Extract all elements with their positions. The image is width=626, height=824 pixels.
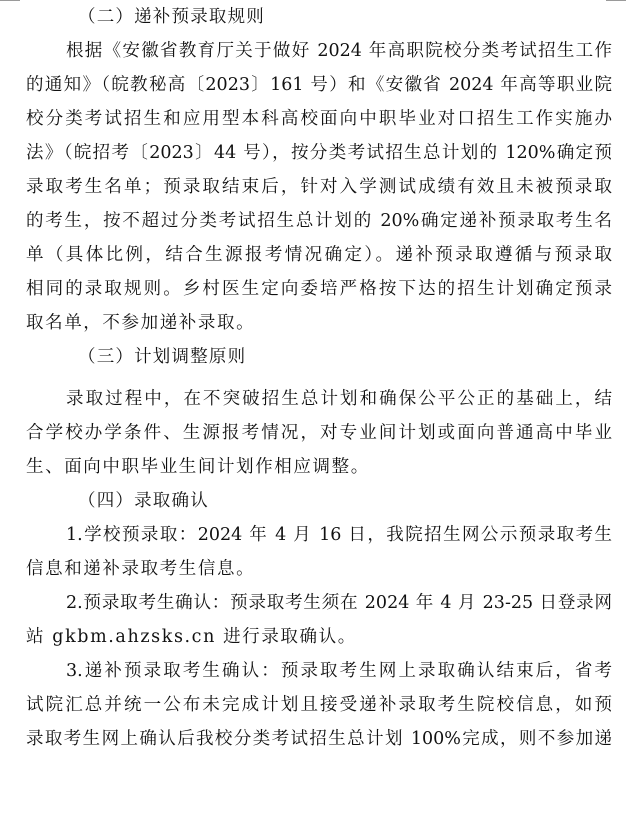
page-corner-mark-left xyxy=(0,0,20,1)
text-line: 合学校办学条件、生源报考情况，对专业间计划或面向普通高中毕业 xyxy=(26,423,612,443)
spacer xyxy=(26,374,612,382)
paragraph-school-pre-admission xyxy=(26,518,612,586)
text-line: 2.预录取考生确认：预录取考生须在 2024 年 4 月 23-25 日登录网 xyxy=(66,593,612,613)
text-line: 1.学校预录取：2024 年 4 月 16 日，我院招生网公示预录取考生 xyxy=(66,525,612,545)
text-line: 的通知》（皖教秘高〔2023〕161 号）和《安徽省 2024 年高等职业院 xyxy=(26,75,612,95)
text-line: 试院汇总并统一公布未完成计划且接受递补录取考生院校信息，如预 xyxy=(26,695,612,715)
paragraph-candidate-confirmation xyxy=(26,586,612,654)
text-line: 相同的录取规则。乡村医生定向委培严格按下达的招生计划确定预录 xyxy=(26,279,612,299)
text-line: 录取考生名单；预录取结束后，针对入学测试成绩有效且未被预录取 xyxy=(26,177,612,197)
section-heading-2: （二）递补预录取规则 xyxy=(78,7,265,27)
section-heading-4: （四）录取确认 xyxy=(78,491,209,511)
paragraph-admission-rules xyxy=(26,34,612,340)
text-line: 根据《安徽省教育厅关于做好 2024 年高职院校分类考试招生工作 xyxy=(66,41,612,61)
text-line: 录取过程中，在不突破招生总计划和确保公平公正的基础上，结 xyxy=(66,389,612,409)
text-line: 法》（皖招考〔2023〕44 号），按分类考试招生总计划的 120%确定预 xyxy=(26,143,612,163)
text-line: 取名单，不参加递补录取。 xyxy=(26,313,256,333)
text-line: 单（具体比例，结合生源报考情况确定）。递补预录取遵循与预录取 xyxy=(26,245,612,265)
text-line: 校分类考试招生和应用型本科高校面向中职毕业对口招生工作实施办 xyxy=(26,109,612,129)
document-body xyxy=(26,0,612,756)
text-line: 的考生，按不超过分类考试招生总计划的 20%确定递补预录取考生名 xyxy=(26,211,612,231)
section-heading-3: （三）计划调整原则 xyxy=(78,347,247,367)
text-line: 信息和递补录取考生信息。 xyxy=(26,559,256,579)
text-line: 生、面向中职毕业生间计划作相应调整。 xyxy=(26,457,370,477)
paragraph-plan-adjustment xyxy=(26,382,612,484)
text-line: 录取考生网上确认后我校分类考试招生总计划 100%完成，则不参加递 xyxy=(26,729,612,749)
paragraph-supplementary-confirmation xyxy=(26,654,612,756)
text-line: 站 gkbm.ahzsks.cn 进行录取确认。 xyxy=(26,627,357,647)
text-line: 3.递补预录取考生确认：预录取考生网上录取确认结束后，省考 xyxy=(66,661,612,681)
